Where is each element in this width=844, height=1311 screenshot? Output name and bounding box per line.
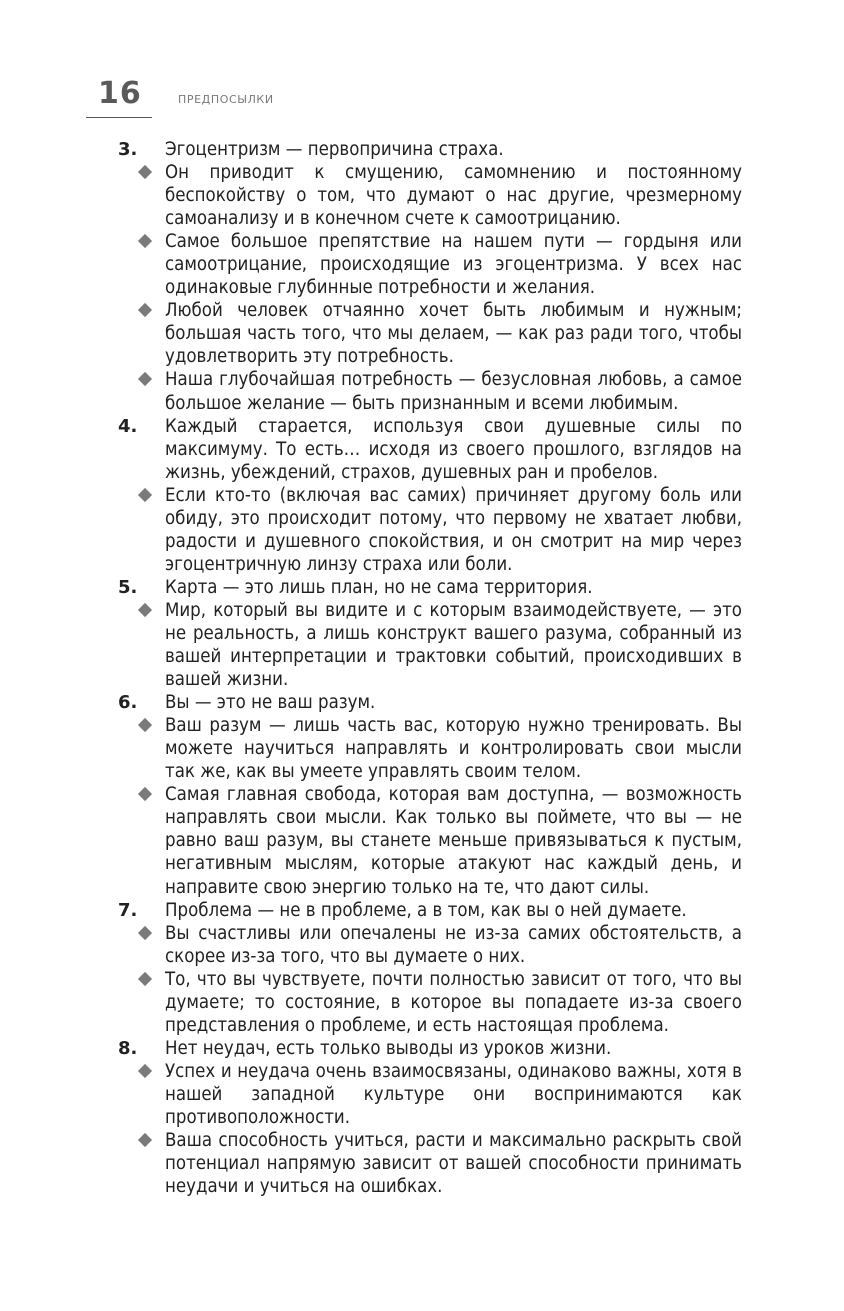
bullet-text: Успех и неудача очень взаимосвязаны, одинаково важны, хотя в нашей западной культуре они воспринимаются как противоположности. <box>165 1060 742 1128</box>
item-text: Эгоцентризм — первопричина страха. <box>165 139 504 160</box>
bullet-item <box>118 484 742 576</box>
item-text: Вы — это не ваш разум. <box>165 692 376 714</box>
diamond-bullet-icon <box>138 1064 152 1078</box>
diamond-bullet-icon <box>138 718 152 732</box>
list-item-6 <box>118 691 742 714</box>
list-item-7 <box>118 899 742 922</box>
bullet-text: Мир, который вы видите и с которым взаимодействуете, — это не реальность, а лишь конструкт вашего разума, собранный из вашей интерпретации и трактовки событий, происходивших в вашей жизни. <box>165 599 742 691</box>
bullet-item <box>118 714 742 783</box>
item-number: 8. <box>118 1037 138 1059</box>
bullet-item <box>118 299 742 368</box>
bullet-item <box>118 1060 742 1129</box>
numbered-list <box>118 138 742 1198</box>
bullet-text: Ваш разум — лишь часть вас, которую нужно тренировать. Вы можете научиться направлять и контролировать свои мысли так же, как вы умеете управлять своим телом. <box>165 715 742 783</box>
diamond-bullet-icon <box>138 303 152 317</box>
diamond-bullet-icon <box>138 234 152 248</box>
item-text: Нет неудач, есть только выводы из уроков жизни. <box>165 1037 612 1059</box>
bullet-text: Если кто-то (включая вас самих) причиняет другому боль или обиду, это происходит потому, что первому не хватает любви, радости и душевного спокойствия, и он смотрит на мир через эгоцентричную линзу страха или боли. <box>165 484 742 575</box>
bullet-text: Самое большое препятствие на нашем пути — гордыня или самоотрицание, происходящие из эгоцентризма. У всех нас одинаковые глубинные потребности и желания. <box>165 231 742 299</box>
diamond-bullet-icon <box>138 972 152 986</box>
running-head: ПРЕДПОСЫЛКИ <box>178 93 274 106</box>
item-number: 3. <box>118 139 138 160</box>
bullet-text: Наша глубочайшая потребность — безусловная любовь, а самое большое желание — быть признанным и всеми любимым. <box>165 369 742 414</box>
bullet-text: Ваша способность учиться, расти и максимально раскрыть свой потенциал напрямую зависит от вашей способности принимать неудачи и учиться на ошибках. <box>165 1130 742 1198</box>
diamond-bullet-icon <box>138 1133 152 1147</box>
page-number: 16 <box>98 76 142 111</box>
bullet-item <box>118 368 742 414</box>
bullet-text: То, что вы чувствуете, почти полностью зависит от того, что вы думаете; то состояние, в которое вы попадаете из-за своего представления о проблеме, и есть настоящая проблема. <box>165 968 742 1036</box>
bullet-text: Он приводит к смущению, самомнению и постоянному беспокойству о том, что думают о нас другие, чрезмерному самоанализу и в конечном счете к самоотрицанию. <box>165 162 742 230</box>
item-text: Проблема — не в проблеме, а в том, как вы о ней думаете. <box>165 899 687 921</box>
header-rule <box>86 117 152 118</box>
bullet-item <box>118 1129 742 1198</box>
diamond-bullet-icon <box>138 787 152 801</box>
diamond-bullet-icon <box>138 372 152 386</box>
list-item-4 <box>118 415 742 484</box>
list-item-8 <box>118 1037 742 1060</box>
item-number: 7. <box>118 899 138 921</box>
diamond-bullet-icon <box>138 488 152 502</box>
diamond-bullet-icon <box>138 603 152 617</box>
bullet-item <box>118 599 742 691</box>
item-text: Каждый старается, используя свои душевные силы по максимуму. То есть… исходя из своего прошлого, взглядов на жизнь, убеждений, страхов, душевных ран и пробелов. <box>165 415 742 483</box>
item-number: 4. <box>118 415 138 437</box>
item-number: 5. <box>118 576 138 598</box>
bullet-text: Самая главная свобода, которая вам доступна, — возможность направлять свои мысли. Как только вы поймете, что вы — не равно ваш разум, вы станете меньше привязываться к пустым, негативным мыслям, которые атакуют нас каждый день, и направите свою энергию только на те, что дают силы. <box>165 784 742 898</box>
item-text: Карта — это лишь план, но не сама территория. <box>165 576 593 598</box>
diamond-bullet-icon <box>138 926 152 940</box>
list-item-3 <box>118 138 742 161</box>
bullet-item <box>118 783 742 898</box>
bullet-text: Вы счастливы или опечалены не из-за самих обстоятельств, а скорее из-за того, что вы думаете о них. <box>165 922 742 967</box>
bullet-item <box>118 161 742 230</box>
diamond-bullet-icon <box>138 165 152 179</box>
bullet-text: Любой человек отчаянно хочет быть любимым и нужным; большая часть того, что мы делаем, — как раз ради того, чтобы удовлетворить эту потребность. <box>165 300 742 368</box>
bullet-item <box>118 230 742 299</box>
bullet-item <box>118 922 742 968</box>
bullet-item <box>118 968 742 1037</box>
item-number: 6. <box>118 692 138 714</box>
list-item-5 <box>118 576 742 599</box>
